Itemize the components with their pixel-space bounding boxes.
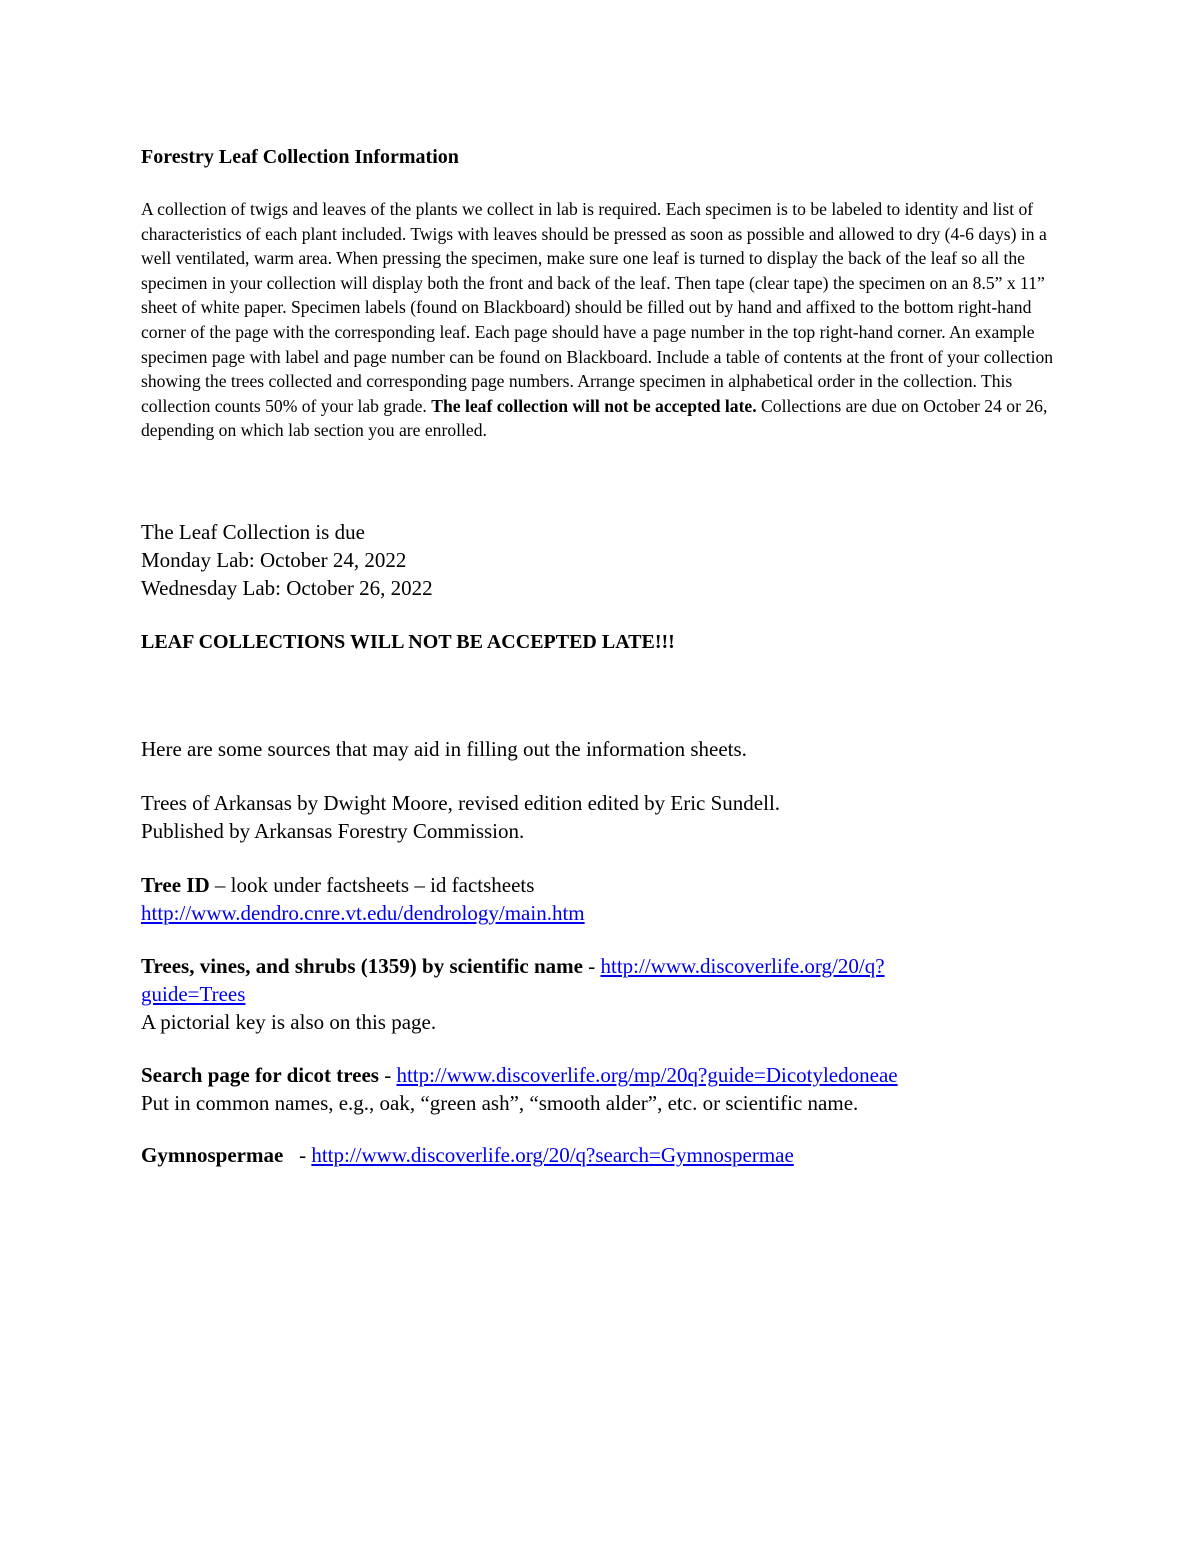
dicot-source <box>141 1061 898 1117</box>
gymno-line <box>141 1141 794 1169</box>
tree-id-text: – look under factsheets – id factsheets <box>209 873 535 897</box>
late-policy-bold: The leaf collection will not be accepted late. <box>431 395 757 416</box>
document-title: Forestry Leaf Collection Information <box>141 146 459 168</box>
pictorial-key-note: A pictorial key is also on this page. <box>141 1010 437 1034</box>
book-line-2: Published by Arkansas Forestry Commission. <box>141 819 525 843</box>
due-monday: Monday Lab: October 24, 2022 <box>141 548 407 572</box>
gymnospermae-source <box>141 1141 794 1169</box>
dicot-link[interactable]: http://www.discoverlife.org/mp/20q?guide=Dicotyledoneae <box>396 1063 898 1087</box>
dicot-sep: - <box>378 1063 397 1087</box>
trees-vines-link-continued[interactable]: guide=Trees <box>141 982 246 1006</box>
tree-id-source <box>141 871 585 927</box>
tree-id-link[interactable]: http://www.dendro.cnre.vt.edu/dendrology/main.htm <box>141 901 585 925</box>
due-dates-block <box>141 518 433 602</box>
gymno-label: Gymnospermae <box>141 1143 284 1167</box>
due-heading: The Leaf Collection is due <box>141 520 365 544</box>
dicot-label: Search page for dicot trees <box>141 1063 379 1087</box>
dicot-note: Put in common names, e.g., oak, “green ash”, “smooth alder”, etc. or scientific name. <box>141 1091 859 1115</box>
book-reference <box>141 789 780 845</box>
sources-intro: Here are some sources that may aid in filling out the information sheets. <box>141 737 747 761</box>
trees-vines-source <box>141 952 885 1036</box>
intro-text-end: Collections are due on October 24 or 26, depending on which lab section you are enrolled. <box>141 395 1048 441</box>
intro-paragraph <box>141 197 1065 443</box>
book-line-1: Trees of Arkansas by Dwight Moore, revised edition edited by Eric Sundell. <box>141 791 781 815</box>
trees-vines-line <box>141 952 885 980</box>
gymno-link[interactable]: http://www.discoverlife.org/20/q?search=Gymnospermae <box>311 1143 794 1167</box>
gymno-sep: - <box>283 1143 312 1167</box>
intro-text: A collection of twigs and leaves of the plants we collect in lab is required. Each specimen is to be labeled to identity and list of characteristics of each plant included. Twigs with leaves should be pressed as soon as possible and allowed to dry (4-6 days) in a well ventilated, warm area. When pressing the specimen, make sure one leaf is turned to display the back of the leaf so all the specimen in your collection will display both the front and back of the leaf. Then tape (clear tape) the specimen on an 8.5” x 11” sheet of white paper. Specimen labels (found on Blackboard) should be filled out by hand and affixed to the bottom right-hand corner of the page with the corresponding leaf. Each page should have a page number in the top right-hand corner. An example specimen page with label and page number can be found on Blackboard. Include a table of contents at the front of your collection showing the trees collected and corresponding page numbers. Arrange specimen in alphabetical order in the collection. This collection counts 50% of your lab grade. <box>141 199 1054 416</box>
trees-vines-link[interactable]: http://www.discoverlife.org/20/q? <box>600 954 885 978</box>
tree-id-label: Tree ID <box>141 873 210 897</box>
dicot-line <box>141 1061 898 1089</box>
late-warning: LEAF COLLECTIONS WILL NOT BE ACCEPTED LATE!!! <box>141 631 675 653</box>
tree-id-line <box>141 871 585 899</box>
trees-vines-sep: - <box>582 954 601 978</box>
due-wednesday: Wednesday Lab: October 26, 2022 <box>141 576 433 600</box>
trees-vines-label: Trees, vines, and shrubs (1359) by scientific name <box>141 954 583 978</box>
